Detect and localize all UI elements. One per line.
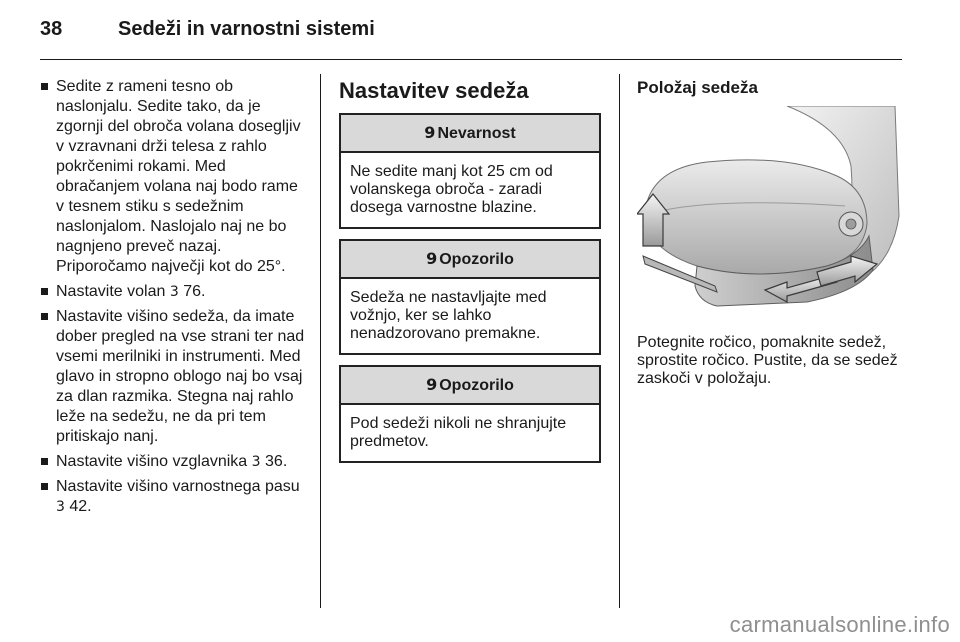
warning-box-header	[341, 115, 599, 153]
warning-box	[339, 365, 601, 463]
warning-box	[339, 239, 601, 355]
list-item-text: Sedite z rameni tesno ob naslonjalu. Sedite tako, da je zgornji del obroča volana dosegljiv v vzravnani drži telesa z rahlo pokrčenimi rokami. Med obračanjem volana naj bodo rame v tesnem stiku s sedežnim naslonjalom. Naslojalo naj ne bo nagnjeno preveč nazaj. Priporočamo največji kot do 25°.	[56, 78, 301, 275]
list-item	[40, 307, 308, 447]
warning-label: Nevarnost	[437, 125, 516, 142]
bullet-square-icon	[41, 313, 48, 320]
warning-icon: 9	[426, 249, 438, 268]
left-column	[40, 77, 308, 522]
bullet-square-icon	[41, 483, 48, 490]
seat-adjustment-illustration	[637, 106, 901, 320]
list-item	[40, 477, 308, 517]
seat-cushion	[647, 160, 867, 274]
subsection-title: Položaj sedeža	[637, 78, 758, 97]
warning-label: Opozorilo	[439, 251, 514, 268]
warning-icon: 9	[426, 375, 438, 394]
right-column	[637, 77, 901, 387]
warning-text: Sedeža ne nastavljajte med vožnjo, ker se lahko nenadzorovano premakne.	[350, 289, 547, 342]
warning-icon: 9	[424, 123, 436, 142]
page-reference[interactable]: 42.	[69, 498, 92, 515]
page-reference-icon: 3	[251, 454, 261, 470]
list-item	[40, 282, 308, 302]
list-item-text: Nastavite višino sedeža, da imate dober pregled na vse strani ter nad vsemi merilniki in instrumenti. Med glavo in stropno oblogo naj bo vsaj za dlan razmika. Stegna naj rahlo leže na sedežu, ne da pri tem pritiskajo nanj.	[56, 308, 305, 445]
bullet-square-icon	[41, 458, 48, 465]
column-divider-1	[320, 74, 321, 608]
warning-box-header	[341, 241, 599, 279]
warning-box-header	[341, 367, 599, 405]
page-title: Sedeži in varnostni sistemi	[118, 18, 375, 40]
page-number: 38	[40, 18, 63, 40]
list-item	[40, 452, 308, 472]
column-divider-2	[619, 74, 620, 608]
page-reference[interactable]: 76.	[183, 283, 206, 300]
bullet-square-icon	[41, 288, 48, 295]
warning-text: Pod sedeži nikoli ne shranjujte predmetov.	[350, 415, 567, 450]
warning-text: Ne sedite manj kot 25 cm od volanskega obroča - zaradi dosega varnostne blazine.	[350, 163, 553, 216]
list-item	[40, 77, 308, 277]
page-reference-icon: 3	[56, 499, 65, 515]
watermark: carmanualsonline.info	[729, 612, 950, 637]
figure-caption: Potegnite ročico, pomaknite sedež, sprostite ročico. Pustite, da se sedež zaskoči v položaju.	[637, 334, 898, 387]
bullet-square-icon	[41, 83, 48, 90]
header-divider	[40, 59, 902, 60]
page-reference[interactable]: 36.	[265, 453, 288, 470]
danger-box	[339, 113, 601, 229]
list-item-text: Nastavite višino vzglavnika	[56, 453, 252, 470]
list-item-text: Nastavite višino varnostnega pasu	[56, 478, 300, 495]
section-title: Nastavitev sedeža	[339, 78, 529, 103]
page-reference-icon: 3	[169, 284, 179, 300]
recline-knob-center	[846, 219, 856, 229]
list-item-text: Nastavite volan	[56, 283, 170, 300]
warning-label: Opozorilo	[439, 377, 514, 394]
middle-column	[339, 77, 601, 473]
